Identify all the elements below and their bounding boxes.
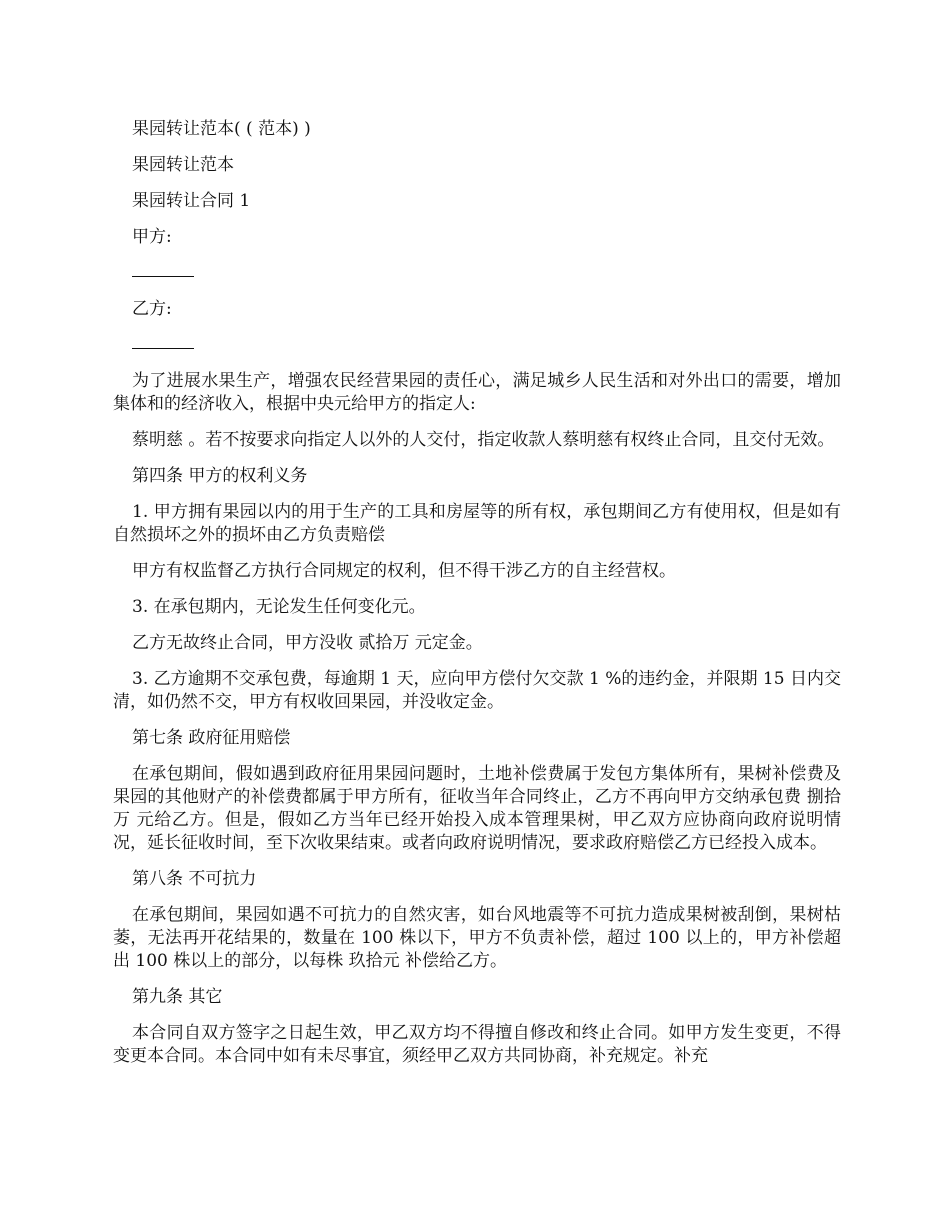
paragraph: 为了进展水果生产，增强农民经营果园的责任心，满足城乡人民生活和对外出口的需要，增加集体和的经济收入，根据中央元给甲方的指定人:	[113, 371, 841, 414]
section-heading: 第九条 其它	[132, 987, 223, 1007]
paragraph: 在承包期间，假如遇到政府征用果园问题时，土地补偿费属于发包方集体所有，果树补偿费及果园的其他财产的补偿费都属于甲方所有，征收当年合同终止，乙方不再向甲方交纳承包费 捌拾万 元给乙方。但是，假如乙方当年已经开始投入成本管理果树，甲乙双方应协商向政府说明情况，延长征收时间，至下次收果结束。或者向政府说明情况，要求政府赔偿乙方已经投入成本。	[113, 764, 841, 853]
document-title: 果园转让范本( ( 范本) )	[132, 119, 311, 139]
paragraph: 蔡明慈 。若不按要求向指定人以外的人交付，指定收款人蔡明慈有权终止合同，且交付无效。	[132, 430, 835, 450]
section-heading: 第八条 不可抗力	[132, 869, 257, 889]
paragraph: 1. 甲方拥有果园以内的用于生产的工具和房屋等的所有权，承包期间乙方有使用权，但是如有自然损坏之外的损坏由乙方负责赔偿	[113, 502, 841, 545]
paragraph: 本合同自双方签字之日起生效，甲乙双方均不得擅自修改和终止合同。如甲方发生变更，不得变更本合同。本合同中如有未尽事宜，须经甲乙双方共同协商，补充规定。补充	[113, 1023, 841, 1066]
paragraph: 3. 乙方逾期不交承包费，每逾期 1 天，应向甲方偿付欠交款 1 %的违约金，并限期 15 日内交清，如仍然不交，甲方有权收回果园，并没收定金。	[113, 669, 841, 712]
paragraph: 3. 在承包期内，无论发生任何变化元。	[132, 597, 426, 617]
party-a-blank	[113, 262, 841, 285]
paragraph: 在承包期间，果园如遇不可抗力的自然灾害，如台风地震等不可抗力造成果树被刮倒，果树枯萎，无法再开花结果的，数量在 100 株以下，甲方不负责补偿，超过 100 以上的，甲方补偿超出 100 株以上的部分，以每株 玖拾元 补偿给乙方。	[113, 905, 841, 971]
paragraph: 甲方有权监督乙方执行合同规定的权利，但不得干涉乙方的自主经营权。	[132, 561, 676, 581]
section-heading: 第四条 甲方的权利义务	[132, 466, 308, 486]
contract-heading: 果园转让合同 1	[132, 191, 251, 211]
party-a-label: 甲方:	[132, 227, 172, 247]
party-b-blank	[113, 334, 841, 357]
party-b-label: 乙方:	[132, 299, 172, 319]
paragraph: 乙方无故终止合同，甲方没收 贰拾万 元定金。	[132, 633, 483, 653]
document-subtitle: 果园转让范本	[132, 155, 234, 175]
section-heading: 第七条 政府征用赔偿	[132, 728, 291, 748]
document-page	[113, 118, 841, 1081]
